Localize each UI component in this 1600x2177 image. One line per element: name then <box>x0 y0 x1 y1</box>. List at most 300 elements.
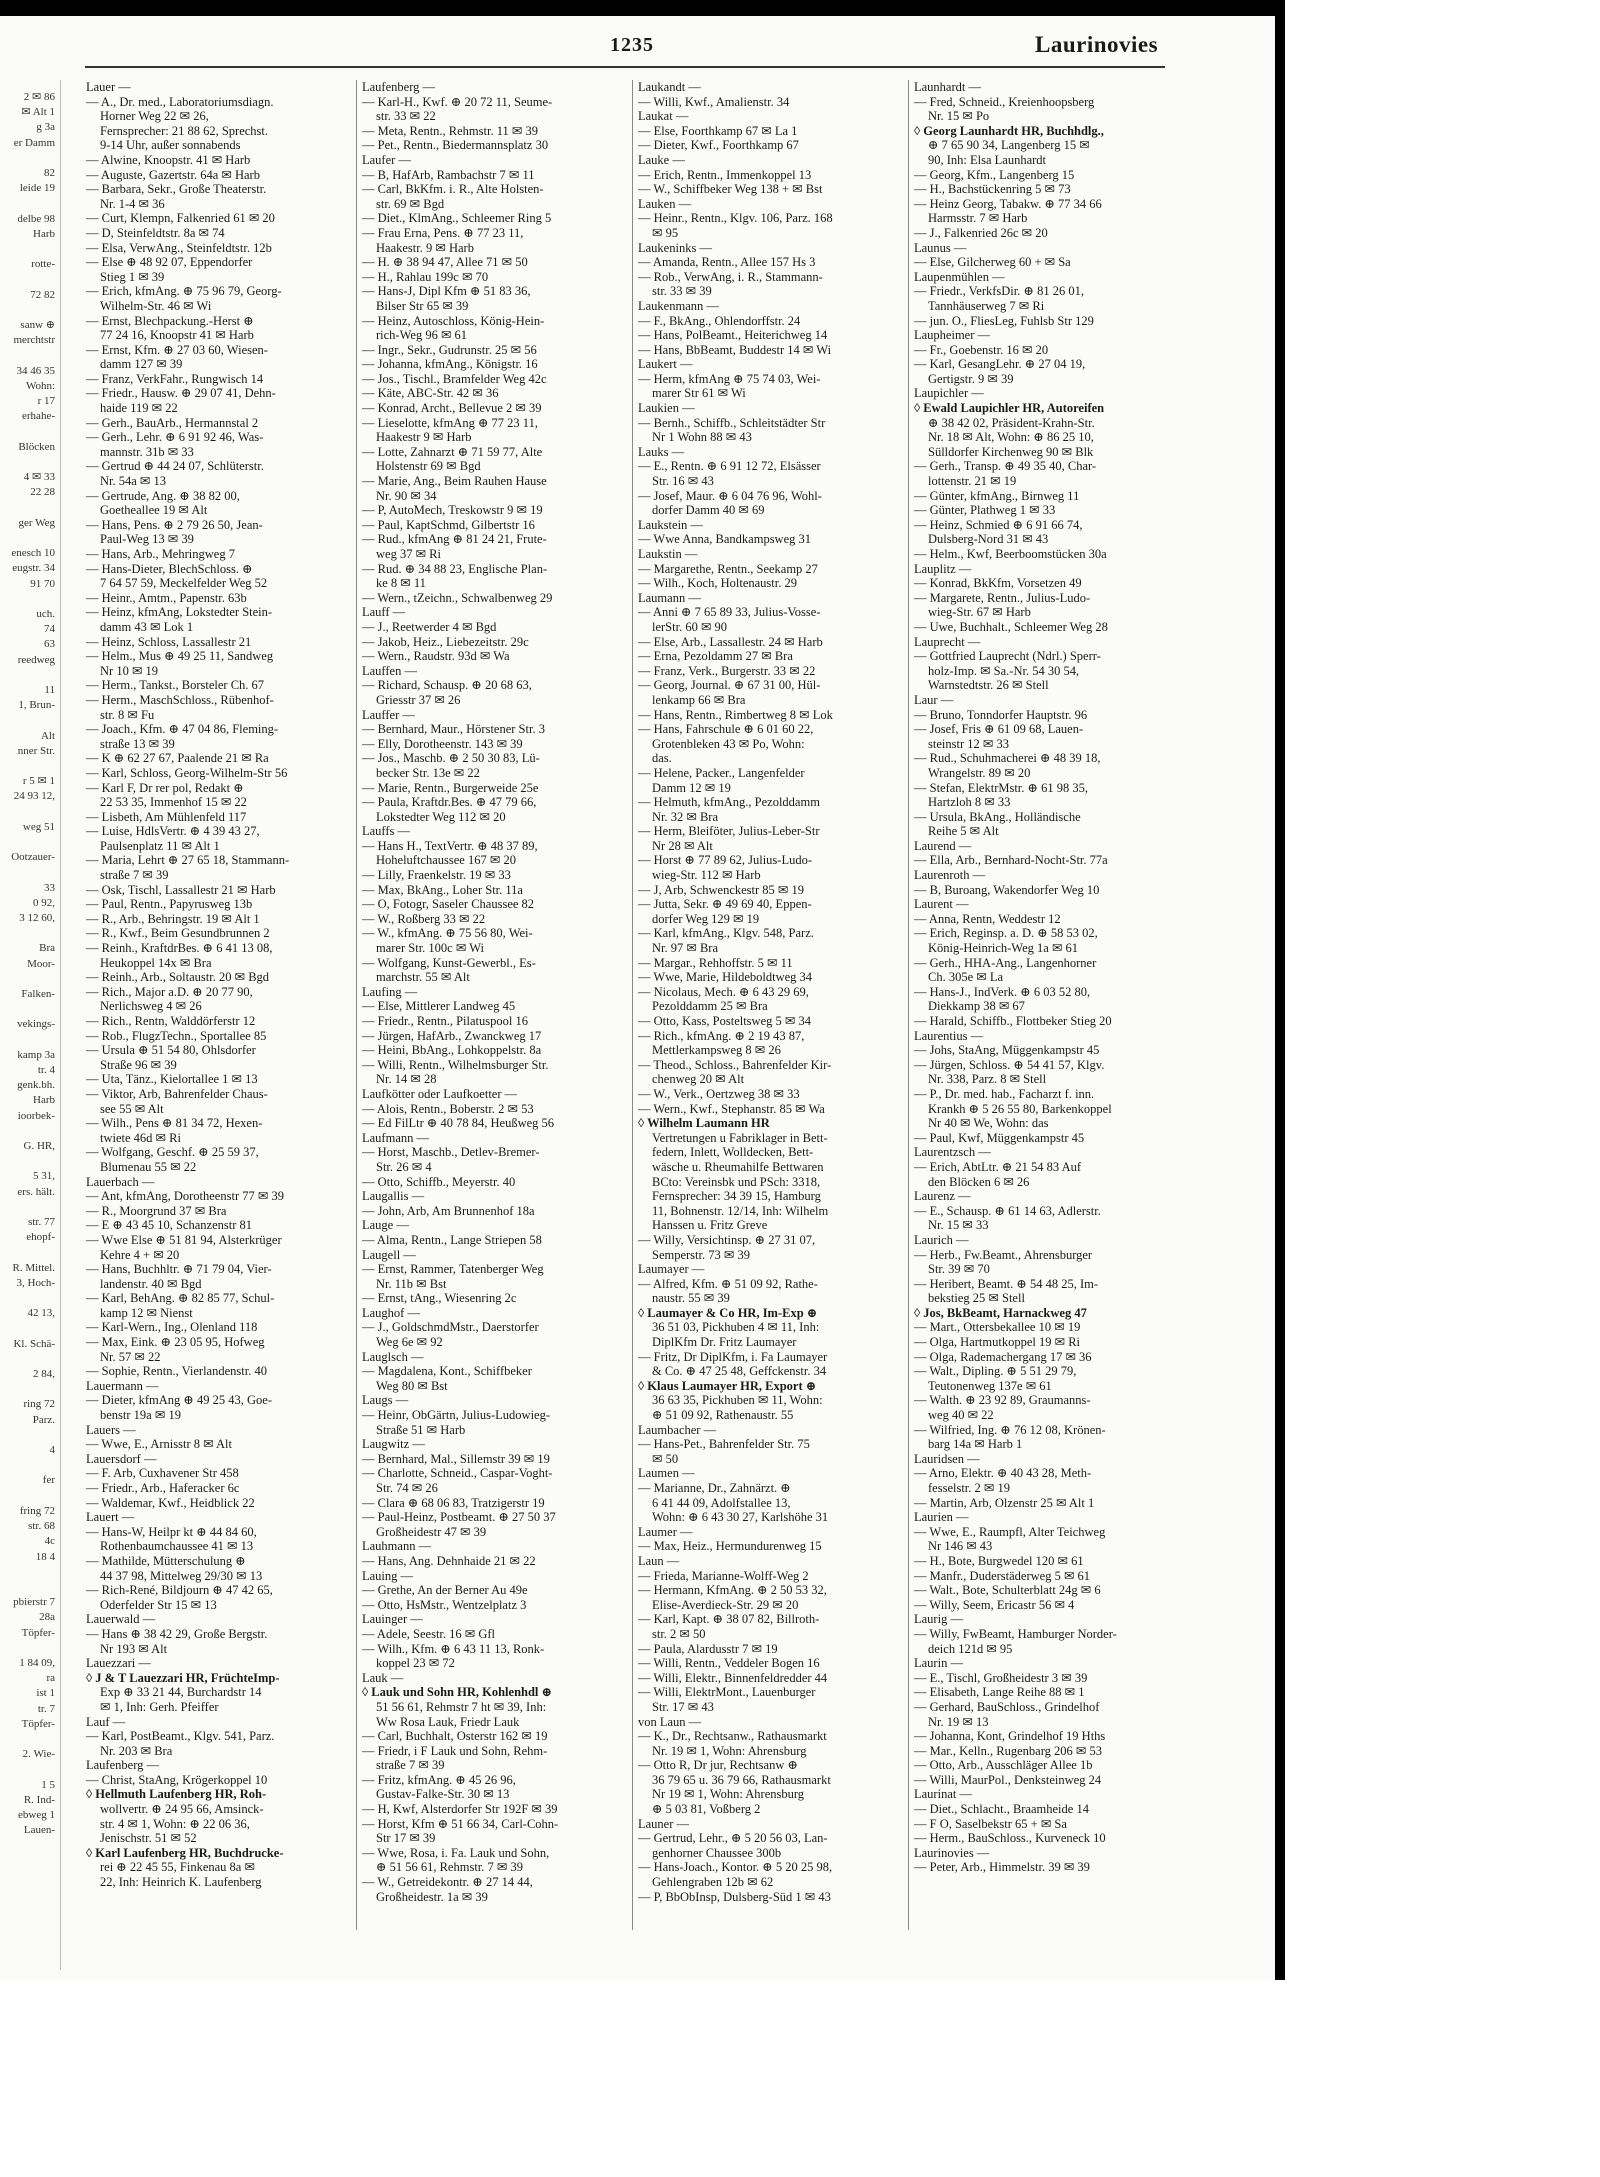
person-entry: — Johs, StaAng, Müggenkampstr 45 <box>914 1043 1100 1058</box>
person-entry: — Hans-Pet., Bahrenfelder Str. 75 <box>638 1437 810 1452</box>
surname-heading: Lauermann — <box>86 1378 159 1393</box>
person-entry: — Elsa, VerwAng., Steinfeldtstr. 12b <box>86 240 272 255</box>
person-entry: — Käte, ABC-Str. 42 ✉ 36 <box>362 386 499 401</box>
person-entry: — K., Dr., Rechtsanw., Rathausmarkt <box>638 1729 827 1744</box>
surname-heading: Laumer — <box>638 1524 693 1539</box>
person-entry: — Heini, BbAng., Lohkoppelstr. 8a <box>362 1043 542 1058</box>
person-entry: — Fritz, kfmAng. ⊕ 45 26 96, <box>362 1772 516 1787</box>
person-entry: — O, Fotogr, Saseler Chaussee 82 <box>362 897 535 912</box>
person-entry: — Anna, Rentn, Weddestr 12 <box>914 911 1061 926</box>
person-entry: — Erich, Rentn., Immenkoppel 13 <box>638 167 812 182</box>
person-entry: — Franz, VerkFahr., Rungwisch 14 <box>86 371 264 386</box>
gutter-fragment: 1, Brun- <box>18 699 55 712</box>
person-entry: — H., Bote, Burgwedel 120 ✉ 61 <box>914 1553 1084 1568</box>
entry-continuation: ⊕ 5 03 81, Voßberg 2 <box>652 1802 761 1817</box>
gutter-fragment <box>0 1033 58 1048</box>
gutter-fragment: uch. <box>36 607 55 620</box>
gutter-fragment: sanw ⊕ <box>20 319 55 332</box>
gutter-fragment: 18 4 <box>35 1550 55 1563</box>
firm-entry: ◊ Klaus Laumayer HR, Export ⊕ <box>638 1378 817 1393</box>
person-entry: — Herm, kfmAng ⊕ 75 74 03, Wei- <box>638 371 821 386</box>
person-entry: — Johanna, Kont, Grindelhof 19 Hths <box>914 1729 1106 1744</box>
surname-heading: Laupichler — <box>914 386 984 401</box>
surname-heading: Lauer — <box>86 80 131 94</box>
surname-heading: Laurig — <box>914 1612 963 1627</box>
surname-heading: Lauing — <box>362 1568 414 1583</box>
surname-heading: Launus — <box>914 240 967 255</box>
entry-continuation: bekstieg 25 ✉ Stell <box>928 1291 1025 1306</box>
person-entry: — Wolfgang, Geschf. ⊕ 25 59 37, <box>86 1145 259 1160</box>
person-entry: — Konrad, Archt., Bellevue 2 ✉ 39 <box>362 401 542 416</box>
gutter-fragment <box>0 668 58 683</box>
entry-continuation: marer Str 61 ✉ Wi <box>652 386 746 401</box>
person-entry: — Bernh., Schiffb., Schleitstädter Str <box>638 415 826 430</box>
person-entry: — Rich-René, Bildjourn ⊕ 47 42 65, <box>86 1583 273 1598</box>
surname-heading: Laugs — <box>362 1393 409 1408</box>
gutter-fragment: Blöcken <box>18 440 55 453</box>
gutter-fragment <box>0 835 58 850</box>
person-entry: — Hans, Ang. Dehnhaide 21 ✉ 22 <box>362 1553 536 1568</box>
person-entry: — Konrad, BkKfm, Vorsetzen 49 <box>914 576 1082 591</box>
entry-continuation: 11, Bohnenstr. 12/14, Inh: Wilhelm <box>652 1203 829 1218</box>
entry-continuation: Nr. 14 ✉ 28 <box>376 1072 437 1087</box>
person-entry: — Carl, BkKfm. i. R., Alte Holsten- <box>362 182 544 197</box>
person-entry: — Maria, Lehrt ⊕ 27 65 18, Stammann- <box>86 853 290 868</box>
running-head: Laurinovies <box>1035 32 1159 57</box>
entry-continuation: damm 43 ✉ Lok 1 <box>100 619 194 634</box>
gutter-fragment: r 5 ✉ 1 <box>22 775 55 788</box>
surname-heading: Lauersdorf — <box>86 1451 157 1466</box>
entry-continuation: str. 4 ✉ 1, Wohn: ⊕ 22 06 36, <box>100 1816 250 1831</box>
person-entry: — Erich, kfmAng. ⊕ 75 96 79, Georg- <box>86 284 282 299</box>
gutter-fragment: Lauen- <box>23 1824 55 1837</box>
person-entry: — Herm., BauSchloss., Kurveneck 10 <box>914 1831 1106 1846</box>
entry-continuation: str. 69 ✉ Bgd <box>376 196 445 211</box>
entry-continuation: Heukoppel 14x ✉ Bra <box>100 955 212 970</box>
gutter-fragment: 4 <box>49 1444 55 1457</box>
person-entry: — Willi, Rentn., Wilhelmsburger Str. <box>362 1057 549 1072</box>
person-entry: — Jürgen, HafArb., Zwanckweg 17 <box>362 1028 542 1043</box>
surname-heading: Laun — <box>638 1553 680 1568</box>
entry-continuation: BCto: Vereinsbk und PSch: 3318, <box>652 1174 821 1189</box>
gutter-fragment: ers. hält. <box>17 1185 55 1198</box>
person-entry: — Hans-Joach., Kontor. ⊕ 5 20 25 98, <box>638 1860 833 1875</box>
gutter-fragment: 42 13, <box>27 1307 55 1320</box>
person-entry: — Marie, Rentn., Burgerweide 25e <box>362 780 539 795</box>
entry-continuation: Krankh ⊕ 5 26 55 80, Barkenkoppel <box>928 1101 1112 1116</box>
gutter-fragment: ioorbek- <box>17 1109 55 1122</box>
surname-heading: Lauge — <box>362 1218 409 1233</box>
person-entry: — Frieda, Marianne-Wolff-Weg 2 <box>638 1568 809 1583</box>
person-entry: — Diet., Schlacht., Braamheide 14 <box>914 1802 1089 1817</box>
person-entry: — Mar., Kelln., Rugenbarg 206 ✉ 53 <box>914 1743 1103 1758</box>
surname-heading: Laugwitz — <box>362 1437 425 1452</box>
person-entry: — Jutta, Sekr. ⊕ 49 69 40, Eppen- <box>638 897 812 912</box>
entry-continuation: Wrangelstr. 89 ✉ 20 <box>928 765 1031 780</box>
entry-continuation: weg 37 ✉ Ri <box>376 547 441 561</box>
entry-continuation: Nr 40 ✉ We, Wohn: das <box>928 1116 1049 1131</box>
entry-continuation: das. <box>652 751 672 766</box>
entry-continuation: ⊕ 38 42 02, Präsident-Krahn-Str. <box>928 415 1095 430</box>
surname-heading: Lauerwald — <box>86 1612 156 1627</box>
person-entry: — Christ, StaAng, Krögerkoppel 10 <box>86 1772 268 1787</box>
surname-heading: Launer — <box>638 1816 690 1831</box>
person-entry: — Ursula ⊕ 51 54 80, Ohlsdorfer <box>86 1043 256 1058</box>
gutter-fragment: 1 5 <box>41 1778 55 1791</box>
person-entry: — J, Arb, Schwenckestr 85 ✉ 19 <box>638 882 805 897</box>
gutter-fragment <box>0 1245 58 1260</box>
entry-continuation: Horner Weg 22 ✉ 26, <box>100 109 209 124</box>
gutter-fragment: eugstr. 34 <box>12 562 55 575</box>
person-entry: — Ernst, Blechpackung.-Herst ⊕ <box>86 313 254 328</box>
gutter-fragment <box>0 592 58 607</box>
person-entry: — Franz, Verk., Burgerstr. 33 ✉ 22 <box>638 663 816 678</box>
person-entry: — Frau Erna, Pens. ⊕ 77 23 11, <box>362 225 524 240</box>
header-rule <box>85 66 1165 68</box>
firm-entry: ◊ Laumayer & Co HR, Im-Exp ⊕ <box>638 1305 818 1320</box>
gutter-fragment <box>0 865 58 880</box>
person-entry: — Gerh., Transp. ⊕ 49 35 40, Char- <box>914 459 1097 474</box>
gutter-fragment <box>0 455 58 470</box>
person-entry: — Rob., FlugzTechn., Sportallee 85 <box>86 1028 267 1043</box>
entry-continuation: ⊕ 7 65 90 34, Langenberg 15 ✉ <box>928 138 1090 153</box>
person-entry: — H, Kwf, Alsterdorfer Str 192F ✉ 39 <box>362 1802 558 1817</box>
entry-continuation: Großheidestr. 1a ✉ 39 <box>376 1889 488 1904</box>
person-entry: — Alois, Rentn., Boberstr. 2 ✉ 53 <box>362 1101 534 1116</box>
entry-continuation: Dulsberg-Nord 31 ✉ 43 <box>928 532 1049 547</box>
entry-continuation: Nr. 11b ✉ Bst <box>376 1276 447 1291</box>
person-entry: — Anni ⊕ 7 65 89 33, Julius-Vosse- <box>638 605 821 620</box>
person-entry: — Richard, Schausp. ⊕ 20 68 63, <box>362 678 532 693</box>
person-entry: — Otto, Arb., Ausschläger Allee 1b <box>914 1758 1093 1773</box>
entry-continuation: Wohn: ⊕ 6 43 30 27, Karlshöhe 31 <box>652 1510 829 1525</box>
entry-continuation: Nr 146 ✉ 43 <box>928 1539 993 1554</box>
entry-continuation: Pezolddamm 25 ✉ Bra <box>652 999 768 1014</box>
person-entry: — Paul-Heinz, Postbeamt. ⊕ 27 50 37 <box>362 1510 556 1525</box>
gutter-fragment: erhahe- <box>22 410 55 423</box>
person-entry: — D, Steinfeldtstr. 8a ✉ 74 <box>86 225 225 240</box>
entry-continuation: Hartzloh 8 ✉ 33 <box>928 795 1011 810</box>
person-entry: — Osk, Tischl, Lassallestr 21 ✉ Harb <box>86 882 276 897</box>
person-entry: — Willy, FwBeamt, Hamburger Norder- <box>914 1626 1117 1641</box>
gutter-fragment <box>0 1732 58 1747</box>
entry-continuation: landenstr. 40 ✉ Bgd <box>100 1276 202 1291</box>
surname-heading: Laugallis — <box>362 1189 425 1204</box>
gutter-fragment <box>0 1291 58 1306</box>
person-entry: — Wilh., Kfm. ⊕ 6 43 11 13, Ronk- <box>362 1641 545 1656</box>
entry-continuation: DiplKfm Dr. Fritz Laumayer <box>652 1335 797 1350</box>
entry-continuation: Gustav-Falke-Str. 30 ✉ 13 <box>376 1787 510 1802</box>
gutter-fragment: Ootzauer- <box>11 851 55 864</box>
entry-continuation: deich 121d ✉ 95 <box>928 1641 1013 1656</box>
entry-continuation: Großheidestr 47 ✉ 39 <box>376 1524 487 1539</box>
entry-continuation: lenkamp 66 ✉ Bra <box>652 692 746 707</box>
entry-continuation: Stieg 1 ✉ 39 <box>100 269 165 284</box>
entry-continuation: ✉ 50 <box>652 1451 679 1466</box>
gutter-fragment: Alt <box>40 729 55 742</box>
surname-heading: Lauks — <box>638 444 685 459</box>
surname-heading: Laufkötter oder Laufkoetter — <box>362 1086 518 1101</box>
person-entry: — K ⊕ 62 27 67, Paalende 21 ✉ Ra <box>86 751 269 766</box>
surname-heading: Lauhmann — <box>362 1539 432 1554</box>
gutter-fragment: 72 82 <box>30 288 55 301</box>
entry-continuation: ✉ 1, Inh: Gerh. Pfeiffer <box>100 1699 219 1714</box>
person-entry: — Magdalena, Kont., Schiffbeker <box>362 1364 532 1379</box>
gutter-fragment: enesch 10 <box>11 547 55 560</box>
entry-continuation: twiete 46d ✉ Ri <box>100 1130 181 1145</box>
person-entry: — Karl, Schloss, Georg-Wilhelm-Str 56 <box>86 765 288 780</box>
person-entry: — Wwe, E., Raumpfl, Alter Teichweg <box>914 1524 1106 1539</box>
entry-continuation: ⊕ 51 09 92, Rathenaustr. 55 <box>652 1408 794 1423</box>
person-entry: — J., Reetwerder 4 ✉ Bgd <box>362 619 497 634</box>
person-entry: — Barbara, Sekr., Große Theaterstr. <box>86 182 267 197</box>
gutter-fragment <box>0 1200 58 1215</box>
person-entry: — Helm., Kwf, Beerboomstücken 30a <box>914 547 1107 561</box>
left-gutter-facing-page <box>0 90 58 1960</box>
entry-continuation: Nr. 19 ✉ 1, Wohn: Ahrensburg <box>652 1743 807 1758</box>
person-entry: — Margarete, Rentn., Julius-Ludo- <box>914 590 1091 605</box>
person-entry: — Johanna, kfmAng., Königstr. 16 <box>362 357 538 372</box>
person-entry: — Hans ⊕ 38 42 29, Große Bergstr. <box>86 1626 268 1641</box>
person-entry: — Charlotte, Schneid., Caspar-Voght- <box>362 1466 553 1481</box>
gutter-fragment: tr. 4 <box>37 1064 55 1076</box>
person-entry: — Karl, kfmAng., Klgv. 548, Parz. <box>638 926 814 941</box>
person-entry: — Margar., Rehhoffstr. 5 ✉ 11 <box>638 955 793 970</box>
entry-continuation: ke 8 ✉ 11 <box>376 576 426 591</box>
person-entry: — Bernhard, Mal., Sillemstr 39 ✉ 19 <box>362 1451 550 1466</box>
gutter-fragment: 24 93 12, <box>13 790 55 803</box>
entry-continuation: Nr. 338, Parz. 8 ✉ Stell <box>928 1072 1047 1087</box>
gutter-fragment: g 3a <box>36 121 55 134</box>
entry-continuation: rei ⊕ 22 45 55, Finkenau 8a ✉ <box>100 1860 255 1875</box>
entry-continuation: holz-Imp. ✉ Sa.-Nr. 54 30 54, <box>928 663 1080 678</box>
surname-heading: Lauff — <box>362 605 406 620</box>
entry-continuation: 7 64 57 59, Meckelfelder Weg 52 <box>100 576 268 591</box>
gutter-fragment <box>0 926 58 941</box>
surname-heading: Laupheimer — <box>914 328 991 343</box>
entry-continuation: mannstr. 31b ✉ 33 <box>100 444 194 459</box>
blank-margin <box>1285 0 1600 2177</box>
person-entry: — Ingr., Sekr., Gudrunstr. 25 ✉ 56 <box>362 342 537 357</box>
surname-heading: Laufing — <box>362 984 418 999</box>
entry-continuation: wieg-Str. 67 ✉ Harb <box>928 605 1031 620</box>
person-entry: — Ernst, Kfm. ⊕ 27 03 60, Wiesen- <box>86 342 268 357</box>
surname-heading: Laufenberg — <box>362 80 436 94</box>
firm-entry: ◊ J & T Lauezzari HR, FrüchteImp- <box>86 1670 280 1685</box>
entry-continuation: Semperstr. 73 ✉ 39 <box>652 1247 750 1262</box>
surname-heading: Laukert — <box>638 357 693 372</box>
entry-continuation: 36 79 65 u. 36 79 66, Rathausmarkt <box>652 1772 831 1787</box>
person-entry: — Harald, Schiffb., Flottbeker Stieg 20 <box>914 1014 1112 1028</box>
page-number: 1235 <box>610 34 654 56</box>
surname-heading: Lauinger — <box>362 1612 423 1627</box>
gutter-fragment: R. Ind- <box>23 1793 55 1806</box>
entry-continuation: naustr. 55 ✉ 39 <box>652 1291 730 1306</box>
person-entry: — Hans, Arb., Mehringweg 7 <box>86 547 235 561</box>
person-entry: — Herb., Fw.Beamt., Ahrensburger <box>914 1247 1093 1262</box>
person-entry: — Heinr., Amtm., Papenstr. 63b <box>86 590 247 605</box>
person-entry: — Marie, Ang., Beim Rauhen Hause <box>362 474 547 489</box>
firm-entry: ◊ Wilhelm Laumann HR <box>638 1116 770 1131</box>
person-entry: — Ursula, BkAng., Holländische <box>914 809 1081 824</box>
gutter-fragment <box>0 1489 58 1504</box>
entry-continuation: Nr. 19 ✉ 13 <box>928 1714 989 1729</box>
right-scan-edge <box>1275 0 1285 1980</box>
entry-continuation: Nr 28 ✉ Alt <box>652 838 713 853</box>
person-entry: — Willi, ElektrMont., Lauenburger <box>638 1685 816 1700</box>
person-entry: — Elisabeth, Lange Reihe 88 ✉ 1 <box>914 1685 1085 1700</box>
person-entry: — Hans, Rentn., Rimbertweg 8 ✉ Lok <box>638 707 833 722</box>
person-entry: — Walth. ⊕ 23 92 89, Graumanns- <box>914 1393 1091 1408</box>
entry-continuation: str. 8 ✉ Fu <box>100 707 155 722</box>
person-entry: — Joach., Kfm. ⊕ 47 04 86, Fleming- <box>86 722 279 737</box>
gutter-fragment <box>0 1762 58 1777</box>
person-entry: — Georg, Journal. ⊕ 67 31 00, Hül- <box>638 678 821 693</box>
person-entry: — Horst, Maschb., Detlev-Bremer- <box>362 1145 540 1160</box>
person-entry: — Walt., Dipling. ⊕ 5 51 29 79, <box>914 1364 1077 1379</box>
person-entry: — Friedr, i F Lauk und Sohn, Rehm- <box>362 1743 548 1758</box>
gutter-fragment: Harb <box>33 227 55 240</box>
person-entry: — Rich., Major a.D. ⊕ 20 77 90, <box>86 984 253 999</box>
person-entry: — Hermann, KfmAng. ⊕ 2 50 53 32, <box>638 1583 827 1598</box>
entry-continuation: Nr. 18 ✉ Alt, Wohn: ⊕ 86 25 10, <box>928 430 1094 445</box>
gutter-fragment <box>0 500 58 515</box>
surname-heading: Laurien — <box>914 1510 969 1525</box>
person-entry: — Hans, Buchhltr. ⊕ 71 79 04, Vier- <box>86 1262 272 1277</box>
person-entry: — Amanda, Rentn., Allee 157 Hs 3 <box>638 255 816 270</box>
surname-heading: Laumann — <box>638 590 701 605</box>
person-entry: — Theod., Schloss., Bahrenfelder Kir- <box>638 1057 832 1072</box>
entry-continuation: Nr. 97 ✉ Bra <box>652 941 719 956</box>
person-entry: — Karl, PostBeamt., Klgv. 541, Parz. <box>86 1729 275 1744</box>
entry-continuation: lerStr. 60 ✉ 90 <box>652 619 728 634</box>
entry-continuation: kamp 12 ✉ Nienst <box>100 1305 193 1320</box>
entry-continuation: 36 63 35, Pickhuben ✉ 11, Wohn: <box>652 1393 823 1408</box>
entry-continuation: Grotenbleken 43 ✉ Po, Wohn: <box>652 736 805 751</box>
person-entry: — Herm., MaschSchloss., Rübenhof- <box>86 692 274 707</box>
firm-entry: ◊ Jos, BkBeamt, Harnackweg 47 <box>914 1305 1087 1320</box>
person-entry: — Wwe Anna, Bandkampsweg 31 <box>638 532 812 547</box>
person-entry: — Günter, kfmAng., Birnweg 11 <box>914 488 1080 503</box>
entry-continuation: Nr 193 ✉ Alt <box>100 1641 168 1656</box>
gutter-fragment: 3 12 60, <box>19 911 55 924</box>
person-entry: — Martin, Arb, Olzenstr 25 ✉ Alt 1 <box>914 1495 1095 1510</box>
entry-continuation: barg 14a ✉ Harb 1 <box>928 1437 1023 1452</box>
person-entry: — Gerh., BauArb., Hermannstal 2 <box>86 415 259 430</box>
entry-continuation: Nr. 32 ✉ Bra <box>652 809 719 824</box>
person-entry: — Gerh., HHA-Ang., Langenhorner <box>914 955 1097 970</box>
surname-heading: Laurend — <box>914 838 972 853</box>
entry-continuation: Nr. 15 ✉ 33 <box>928 1218 989 1233</box>
surname-heading: Laumbacher — <box>638 1422 717 1437</box>
gutter-fragment: Töpfer- <box>21 1626 55 1639</box>
person-entry: — Wern., Raudstr. 93d ✉ Wa <box>362 649 510 664</box>
person-entry: — Heinz, kfmAng, Lokstedter Stein- <box>86 605 273 620</box>
surname-heading: Laukstin — <box>638 547 698 561</box>
surname-heading: Laukstein — <box>638 517 703 532</box>
surname-heading: Laurin — <box>914 1656 963 1671</box>
person-entry: — Rud., kfmAng ⊕ 81 24 21, Frute- <box>362 532 547 547</box>
entry-continuation: fesselstr. 2 ✉ 19 <box>928 1481 1010 1495</box>
entry-continuation: Str. 39 ✉ 70 <box>928 1262 990 1277</box>
entry-continuation: Blumenau 55 ✉ 22 <box>100 1159 197 1174</box>
person-entry: — Jos., Tischl., Bramfelder Weg 42c <box>362 371 547 386</box>
entry-continuation: haide 119 ✉ 22 <box>100 401 178 416</box>
surname-heading: Laukeninks — <box>638 240 712 255</box>
surname-heading: Lauridsen — <box>914 1451 980 1466</box>
person-entry: — Dieter, Kwf., Foorthkamp 67 <box>638 138 799 153</box>
entry-continuation: Goetheallee 19 ✉ Alt <box>100 503 208 518</box>
gutter-fragment: 74 <box>44 623 55 636</box>
entry-continuation: 51 56 61, Rehmstr 7 ht ✉ 39, Inh: <box>376 1699 547 1714</box>
gutter-fragment <box>0 1352 58 1367</box>
gutter-fragment: 1 84 09, <box>19 1656 55 1669</box>
person-entry: — Friedr., Rentn., Pilatuspool 16 <box>362 1014 528 1028</box>
entry-continuation: 6 41 44 09, Adolfstallee 13, <box>652 1495 791 1510</box>
gutter-fragment: 2 ✉ 86 <box>23 91 55 103</box>
surname-heading: Laurinat — <box>914 1787 972 1802</box>
gutter-fragment: fer <box>42 1474 55 1487</box>
person-entry: — Gerhard, BauSchloss., Grindelhof <box>914 1699 1100 1714</box>
gutter-fragment: 63 <box>44 638 55 651</box>
person-entry: — Uwe, Buchhalt., Schleemer Weg 28 <box>914 619 1108 634</box>
entry-continuation: 44 37 98, Mittelweg 29/30 ✉ 13 <box>100 1568 263 1583</box>
entry-continuation: benstr 19a ✉ 19 <box>100 1408 181 1423</box>
gutter-fragment: rotte- <box>31 258 55 271</box>
person-entry: — Erich, Reginsp. a. D. ⊕ 58 53 02, <box>914 926 1098 941</box>
entry-continuation: Kehre 4 + ✉ 20 <box>100 1247 180 1262</box>
entry-continuation: dorfer Damm 40 ✉ 69 <box>652 503 765 518</box>
surname-heading: Laukenmann — <box>638 298 719 313</box>
firm-entry: ◊ Ewald Laupichler HR, Autoreifen <box>914 401 1105 416</box>
gutter-fragment <box>0 805 58 820</box>
person-entry: — F O, Saselbekstr 65 + ✉ Sa <box>914 1816 1067 1831</box>
gutter-fragment <box>0 1641 58 1656</box>
gutter-fragment <box>0 531 58 546</box>
person-entry: — Wilfried, Ing. ⊕ 76 12 08, Krönen- <box>914 1422 1106 1437</box>
gutter-fragment: ger Weg <box>18 516 55 529</box>
gutter-fragment: ebweg 1 <box>18 1808 55 1821</box>
gutter-fragment: 4 ✉ 33 <box>23 471 55 484</box>
entry-continuation: rich-Weg 96 ✉ 61 <box>376 328 468 343</box>
gutter-fragment: Moor- <box>27 957 55 970</box>
person-entry: — Hans-Dieter, BlechSchloss. ⊕ <box>86 561 253 576</box>
person-entry: — Walt., Bote, Schulterblatt 24g ✉ 6 <box>914 1583 1101 1598</box>
entry-continuation: Hanssen u. Fritz Greve <box>652 1218 768 1233</box>
person-entry: — Ernst, tAng., Wiesenring 2c <box>362 1291 517 1306</box>
entry-continuation: straße 7 ✉ 39 <box>376 1758 445 1773</box>
entry-continuation: Wilhelm-Str. 46 ✉ Wi <box>100 298 212 313</box>
surname-heading: Lauerbach — <box>86 1174 155 1189</box>
entry-continuation: Nr 1 Wohn 88 ✉ 43 <box>652 430 752 445</box>
entry-continuation: Weg 6e ✉ 92 <box>376 1335 443 1350</box>
gutter-fragment: str. 77 <box>28 1216 55 1229</box>
gutter-fragment <box>0 151 58 166</box>
gutter-fragment: Harb <box>33 1094 55 1107</box>
person-entry: — Herm, Bleiföter, Julius-Leber-Str <box>638 824 820 839</box>
person-entry: — Max, Eink. ⊕ 23 05 95, Hofweg <box>86 1335 265 1350</box>
entry-continuation: Oderfelder Str 15 ✉ 13 <box>100 1597 217 1612</box>
person-entry: — Wwe, E., Arnisstr 8 ✉ Alt <box>86 1437 233 1452</box>
entry-continuation: Nr 19 ✉ 1, Wohn: Ahrensburg <box>652 1787 805 1802</box>
surname-heading: Laukat — <box>638 109 689 124</box>
entry-continuation: Reihe 5 ✉ Alt <box>928 824 999 839</box>
entry-continuation: federn, Inlett, Wolldecken, Bett- <box>652 1145 814 1160</box>
gutter-fragment <box>0 1458 58 1473</box>
person-entry: — Gerh., Lehr. ⊕ 6 91 92 46, Was- <box>86 430 264 445</box>
entry-continuation: Str. 17 ✉ 43 <box>652 1699 714 1714</box>
entry-continuation: str. 2 ✉ 50 <box>652 1626 706 1641</box>
